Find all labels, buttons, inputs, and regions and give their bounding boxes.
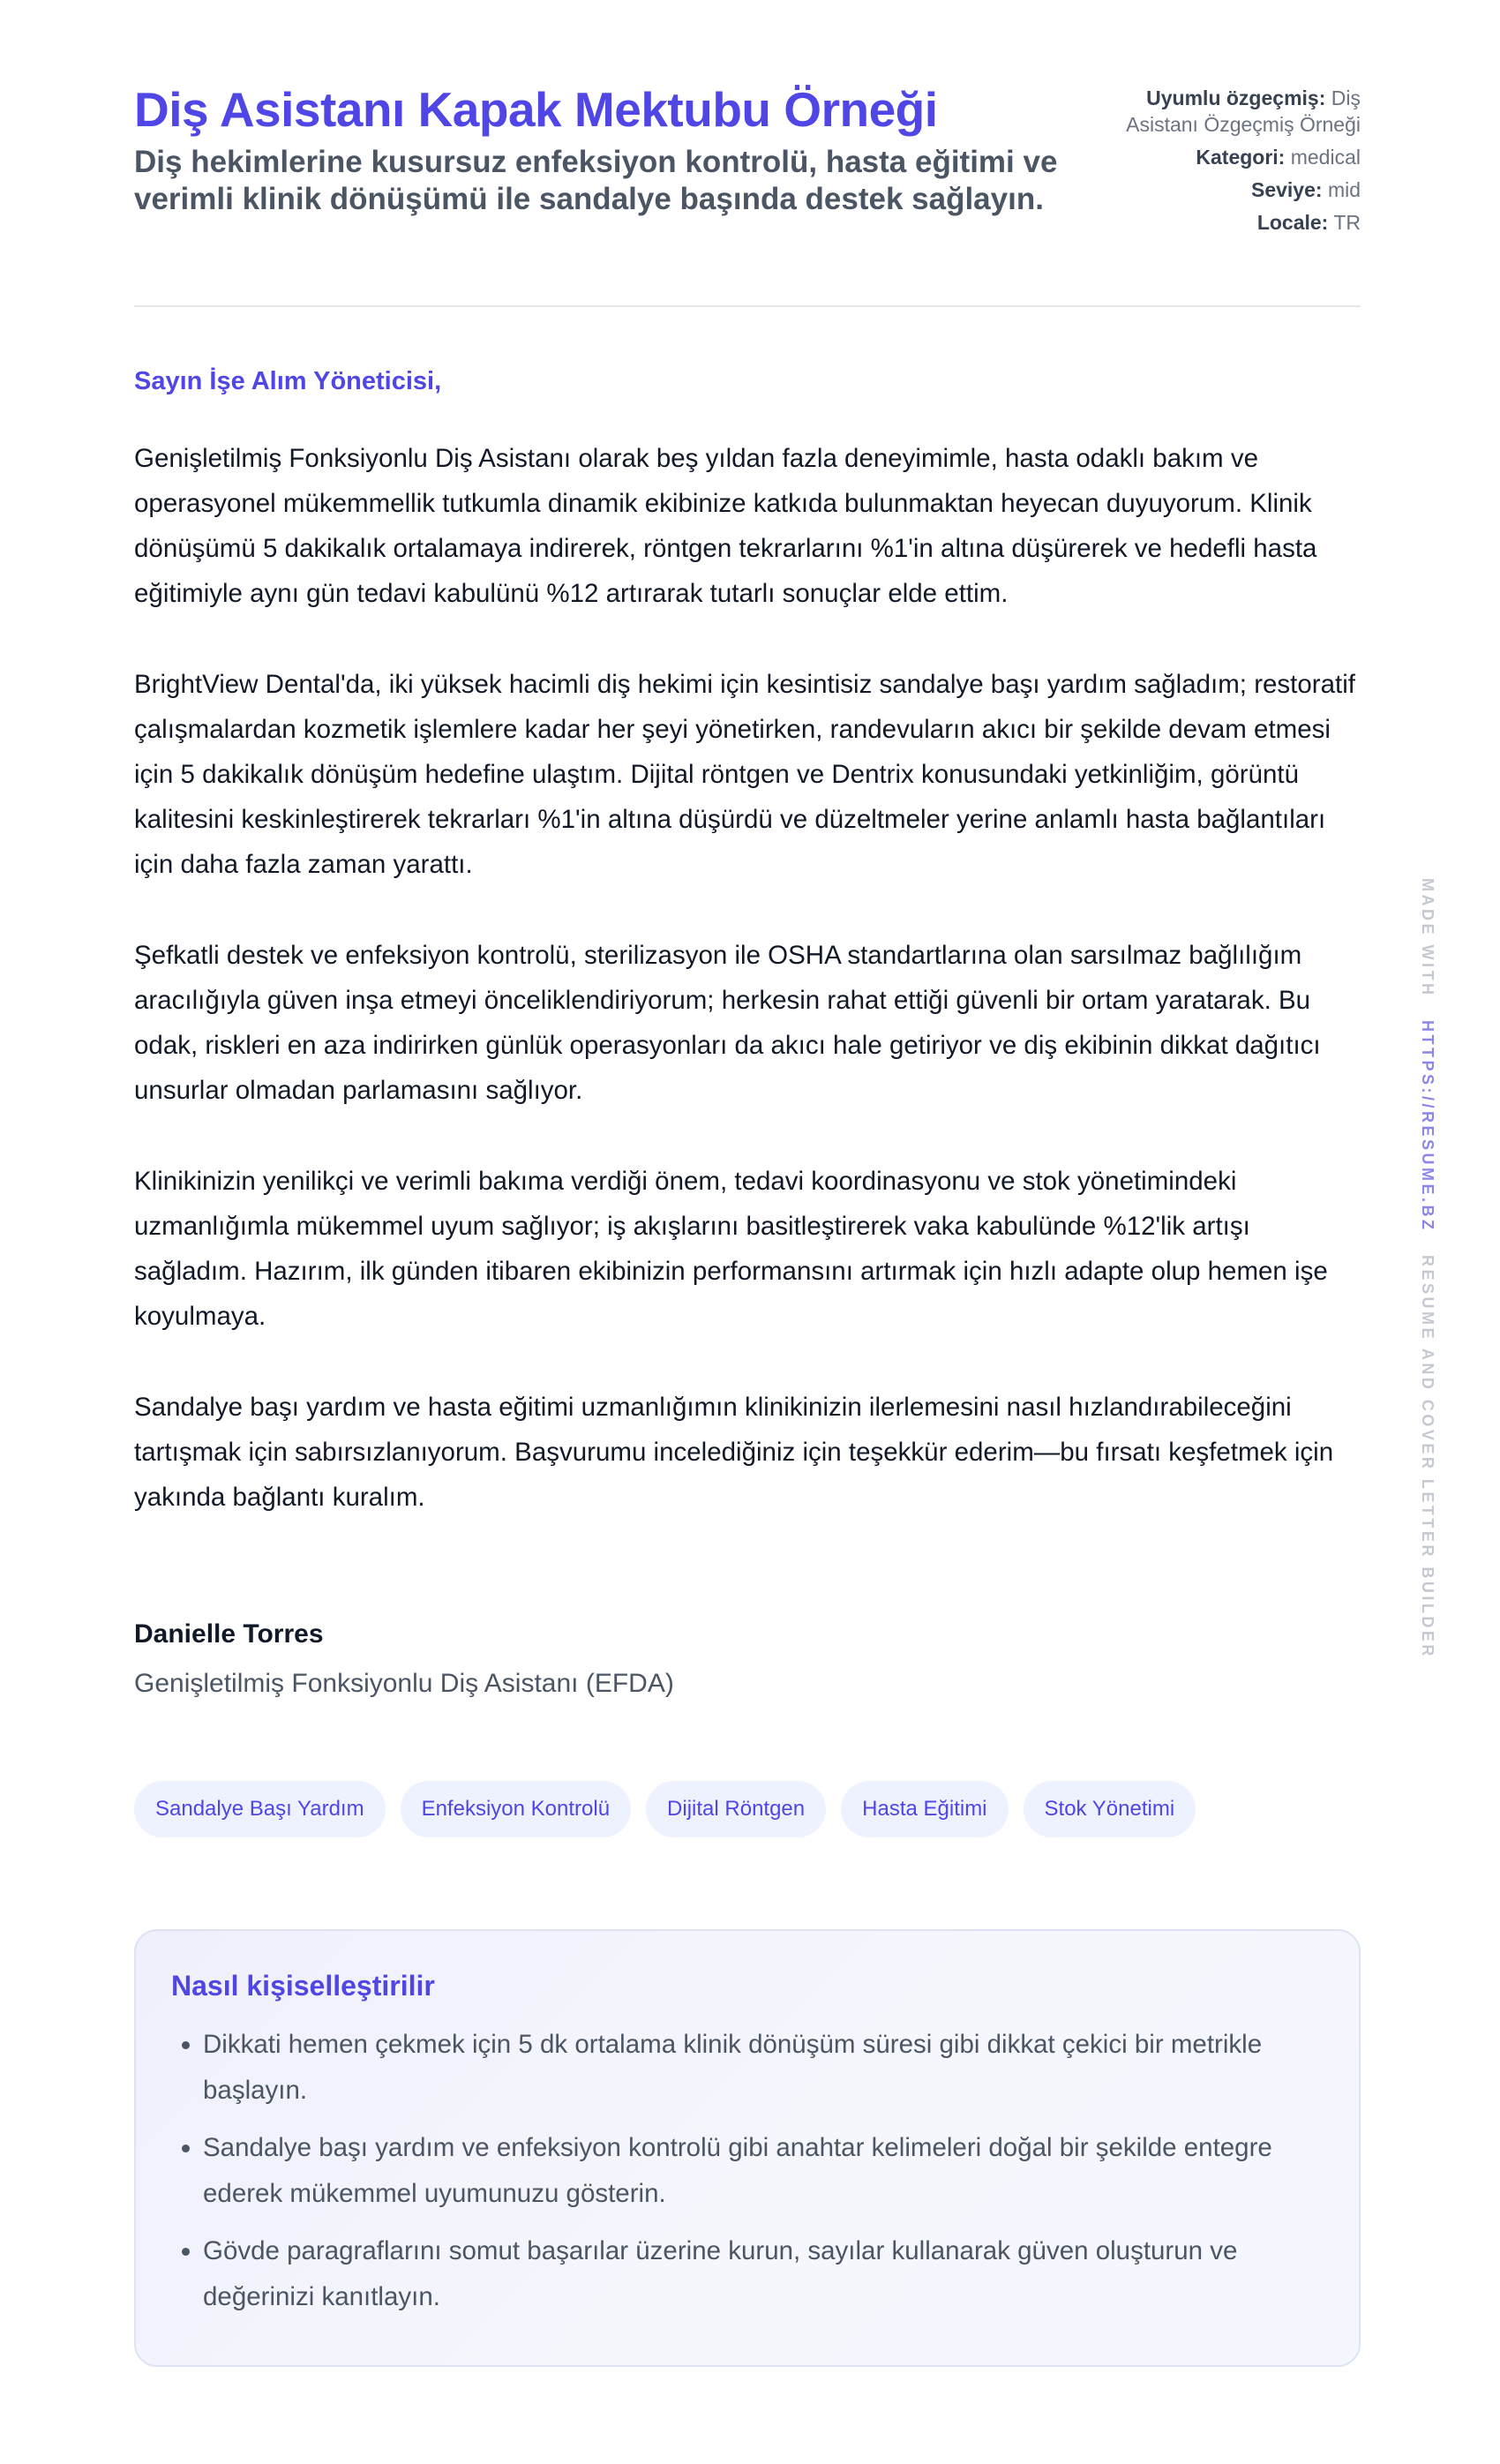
letter-greeting: Sayın İşe Alım Yöneticisi,: [134, 367, 442, 395]
skill-tag: Dijital Röntgen: [646, 1781, 826, 1837]
signature-name: Danielle Torres: [134, 1619, 324, 1649]
cover-letter-page: [134, 0, 1361, 2311]
meta-resume: [1105, 85, 1361, 138]
meta-resume-label: Uyumlu özgeçmiş:: [1146, 86, 1326, 109]
letter-paragraph: Sandalye başı yardım ve hasta eğitimi uzmanlığımın klinikinizin ilerlemesini nasıl hızlandırabileceğini tartışmak için sabırsızlanıyorum. Başvurumu incelediğiniz için teşekkür ederim—bu fırsatı keşfetmek için yakında bağlantı kuralım.: [134, 1393, 1334, 1512]
signature-title: Genişletilmiş Fonksiyonlu Diş Asistanı (EFDA): [134, 1669, 674, 1698]
meta-locale-value: TR: [1333, 211, 1361, 234]
side-credit-suffix: RESUME AND COVER LETTER BUILDER: [1419, 1255, 1436, 1659]
skill-tag: Enfeksiyon Kontrolü: [401, 1781, 631, 1837]
letter-body: [134, 436, 1361, 1566]
meta-locale: [1105, 209, 1361, 236]
skill-tag: Stok Yönetimi: [1024, 1781, 1196, 1837]
customization-tips: [134, 1929, 1361, 2367]
page-subtitle: Diş hekimlerine kusursuz enfeksiyon kontrolü, hasta eğitimi ve verimli klinik dönüşümü ile sandalye başında destek sağlayın.: [134, 145, 1058, 216]
page-header: [134, 0, 1361, 307]
meta-level-value: mid: [1327, 178, 1361, 201]
letter-paragraph: Şefkatli destek ve enfeksiyon kontrolü, sterilizasyon ile OSHA standartlarına olan sarsılmaz bağlılığım aracılığıyla güven inşa etmeyi önceliklendiriyorum; herkesin rahat ettiği güvenli bir ortam yaratarak. Bu odak, riskleri en aza indirirken günlük operasyonları da akıcı hale getiriyor ve diş ekibinin dikkat dağıtıcı unsurlar olmadan parlamasını sağlıyor.: [134, 941, 1321, 1105]
skill-tag: Sandalye Başı Yardım: [134, 1781, 386, 1837]
letter-paragraph: Genişletilmiş Fonksiyonlu Diş Asistanı olarak beş yıldan fazla deneyimimle, hasta odaklı bakım ve operasyonel mükemmellik tutkumla dinamik ekibinize katkıda bulunmaktan heyecan duyuyorum. Klinik dönüşümü 5 dakikalık ortalamaya indirerek, röntgen tekrarlarını %1'in altına düşürerek ve hedefli hasta eğitimiyle aynı gün tedavi kabulünü %12 artırarak tutarlı sonuçlar elde ettim.: [134, 444, 1317, 608]
meta-resume-value[interactable]: Diş Asistanı Özgeçmiş Örneği: [1126, 86, 1361, 136]
side-credit-prefix: MADE WITH: [1419, 878, 1436, 998]
meta-panel: [1105, 85, 1361, 242]
meta-level: [1105, 177, 1361, 203]
meta-category-label: Kategori:: [1196, 146, 1286, 169]
tip-item: • Gövde paragraflarını somut başarılar üzerine kurun, sayılar kullanarak güven oluşturun ve değerinizi kanıtlayın.: [203, 2228, 1324, 2320]
letter-paragraph: BrightView Dental'da, iki yüksek hacimli diş hekimi için kesintisiz sandalye başı yardım sağladım; restoratif çalışmalardan kozmetik işlemlere kadar her şeyi yönetirken, randevuların akıcı bir şekilde devam etmesi için 5 dakikalık dönüşüm hedefine ulaştım. Dijital röntgen ve Dentrix konusundaki yetkinliğim, görüntü kalitesini keskinleştirerek tekrarları %1'in altına düşürdü ve düzeltmeler yerine anlamlı hasta bağlantıları için daha fazla zaman yarattı.: [134, 670, 1355, 879]
skill-tags: [134, 1781, 1196, 1837]
tip-item: • Sandalye başı yardım ve enfeksiyon kontrolü gibi anahtar kelimeleri doğal bir şekilde entegre ederek mükemmel uyumunuzu gösterin.: [203, 2125, 1324, 2217]
tip-item: • Dikkati hemen çekmek için 5 dk ortalama klinik dönüşüm süresi gibi dikkat çekici bir metrikle başlayın.: [203, 2022, 1324, 2114]
side-credit: [1418, 878, 1436, 1659]
skill-tag: Hasta Eğitimi: [841, 1781, 1008, 1837]
tips-list: [171, 2022, 1324, 2320]
meta-category: [1105, 144, 1361, 170]
letter-paragraph: Klinikinizin yenilikçi ve verimli bakıma verdiği önem, tedavi koordinasyonu ve stok yönetimindeki uzmanlığımla mükemmel uyum sağlıyor; iş akışlarını basitleştirerek vaka kabulünde %12'lik artışı sağladım. Hazırım, ilk günden itibaren ekibinizin performansını artırmak için hızlı adapte olup hemen işe koyulmaya.: [134, 1167, 1328, 1331]
meta-locale-label: Locale:: [1256, 211, 1329, 234]
page-title: Diş Asistanı Kapak Mektubu Örneği: [134, 82, 938, 137]
side-credit-link[interactable]: HTTPS://RESUME.BZ: [1419, 1020, 1436, 1233]
meta-category-value: medical: [1290, 146, 1361, 169]
tips-title: Nasıl kişiselleştirilir: [171, 1970, 435, 2002]
meta-level-label: Seviye:: [1250, 178, 1323, 201]
